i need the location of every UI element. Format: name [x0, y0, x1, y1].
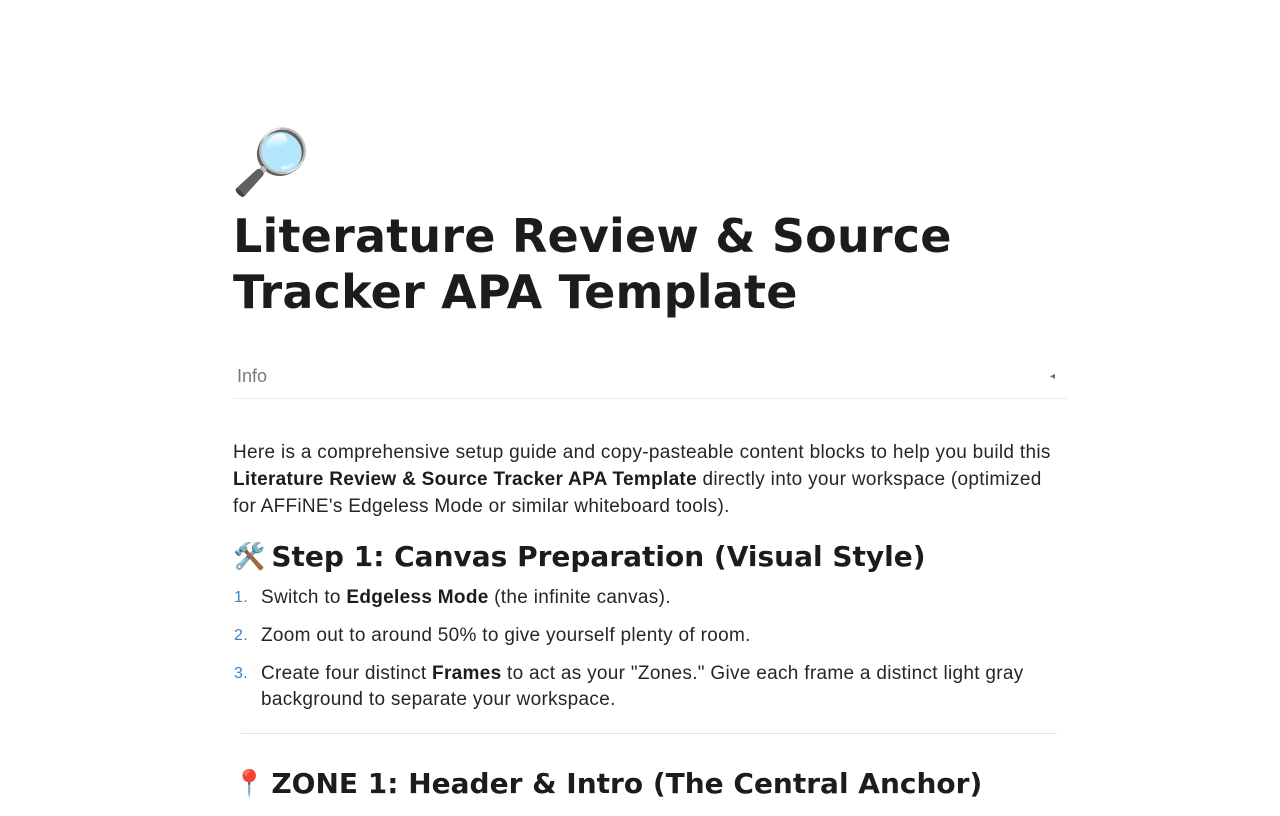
list-item[interactable] — [233, 623, 1067, 649]
zone1-heading[interactable] — [233, 766, 1067, 802]
intro-paragraph[interactable] — [233, 439, 1067, 520]
list-item-bold: Edgeless Mode — [346, 587, 489, 608]
step1-heading[interactable] — [233, 539, 1067, 575]
list-item-text-part: Switch to — [261, 587, 347, 608]
divider — [241, 733, 1057, 734]
list-number: 3. — [234, 665, 248, 682]
list-item[interactable] — [233, 585, 1067, 611]
step1-list — [233, 585, 1067, 713]
tools-icon: 🛠️ — [233, 542, 266, 572]
intro-text-end: directly into your workspace (optimized for AFFiNE's Edgeless Mode or similar whiteboard tools). — [233, 469, 1042, 517]
info-section-toggle[interactable] — [233, 354, 1067, 399]
list-item-text-part: (the infinite canvas). — [488, 587, 671, 608]
list-item-text — [261, 661, 1067, 713]
intro-text-start: Here is a comprehensive setup guide and copy-pasteable content blocks to help you build this — [233, 442, 1051, 463]
document — [233, 126, 1067, 812]
list-number: 2. — [234, 627, 248, 644]
page-title[interactable]: Literature Review & Source Tracker APA Template — [233, 209, 952, 319]
list-item[interactable] — [233, 661, 1067, 713]
pushpin-icon: 📍 — [233, 769, 266, 799]
zone1-heading-text: ZONE 1: Header & Intro (The Central Anchor) — [271, 767, 983, 800]
info-label: Info — [237, 365, 268, 386]
list-item-text-part: to act as your "Zones." Give each frame a distinct light gray background to separate your workspace. — [261, 663, 1024, 710]
step1-heading-text: Step 1: Canvas Preparation (Visual Style) — [271, 540, 926, 573]
list-number: 1. — [234, 589, 248, 606]
list-item-text-part: Create four distinct — [261, 663, 433, 684]
list-item-text — [261, 623, 751, 649]
intro-bold-title: Literature Review & Source Tracker APA Template — [233, 469, 697, 490]
list-item-bold: Frames — [432, 663, 502, 684]
list-item-text-part: Zoom out to around 50% to give yourself plenty of room. — [261, 625, 751, 646]
collapse-triangle-icon[interactable]: ◂ — [1049, 370, 1055, 382]
magnifying-glass-icon[interactable]: 🔎 — [231, 126, 311, 198]
list-item-text — [261, 585, 671, 611]
